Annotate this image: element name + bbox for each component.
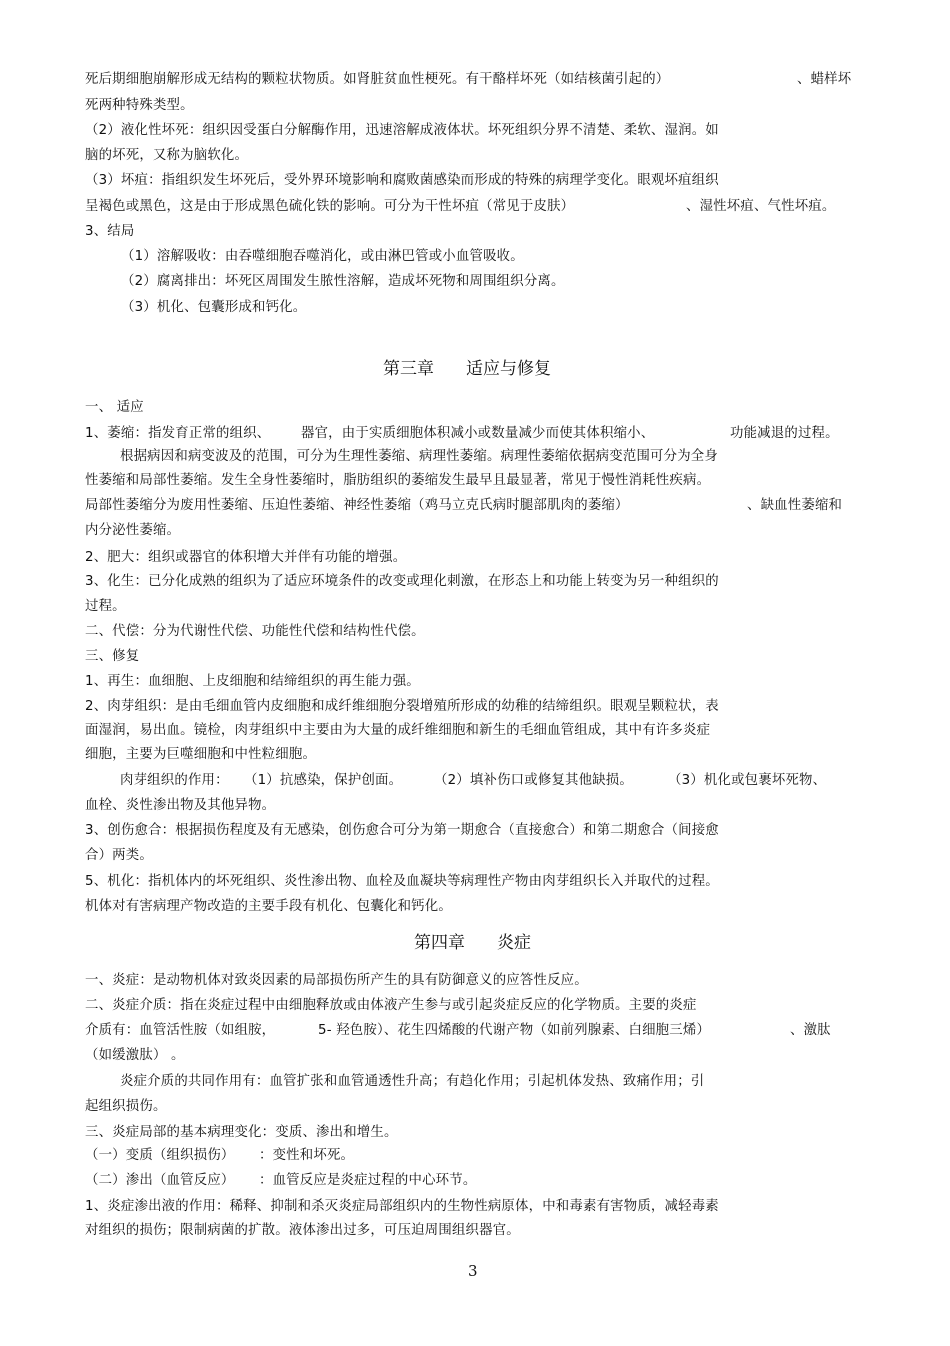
text-line: （1）溶解吸收：由吞噬细胞吞噬消化，或由淋巴管或小血管吸收。: [121, 249, 524, 264]
text-line: 1、再生：血细胞、上皮细胞和结缔组织的再生能力强。: [85, 674, 420, 689]
text-line: 、缺血性萎缩和: [747, 498, 843, 513]
text-line: ：血管反应是炎症过程的中心环节。: [259, 1173, 477, 1188]
section-heading: 一、 适应: [85, 400, 144, 415]
text-line: 3、化生：已分化成熟的组织为了适应环境条件的改变或理化刺激，在形态上和功能上转变为另一种组织的: [85, 574, 719, 589]
text-line: （3）坏疽：指组织发生坏死后，受外界环境影响和腐败菌感染而形成的特殊的病理学变化。眼观坏疽组织: [85, 173, 719, 188]
text-line: 对组织的损伤；限制病菌的扩散。液体渗出过多，可压迫周围组织器官。: [85, 1223, 520, 1238]
text-line: （2）液化性坏死：组织因受蛋白分解酶作用，迅速溶解成液体状。坏死组织分界不清楚、柔软、湿润。如: [85, 123, 719, 138]
text-line: 、湿性坏疽、气性坏疽。: [686, 199, 836, 214]
text-line: （一）变质（组织损伤）: [85, 1148, 235, 1163]
chapter-4-number: 第四章: [414, 933, 465, 953]
text-line: 功能减退的过程。: [730, 426, 839, 441]
text-line: 细胞，主要为巨噬细胞和中性粒细胞。: [85, 747, 317, 762]
text-line: （3）机化、包囊形成和钙化。: [121, 300, 307, 315]
text-line: 机体对有害病理产物改造的主要手段有机化、包囊化和钙化。: [85, 899, 452, 914]
text-line: 脑的坏死，又称为脑软化。: [85, 148, 249, 163]
text-line: 器官，由于实质细胞体积减小或数量减少而使其体积缩小、: [301, 426, 655, 441]
text-line: 2、肥大：组织或器官的体积增大并伴有功能的增强。: [85, 550, 407, 565]
text-line: 性萎缩和局部性萎缩。发生全身性萎缩时，脂肪组织的萎缩发生最早且最显著，常见于慢性消耗性疾病。: [85, 473, 711, 488]
section-heading: 三、修复: [85, 649, 140, 664]
text-line: 1、炎症渗出液的作用：稀释、抑制和杀灭炎症局部组织内的生物性病原体，中和毒素有害物质，减轻毒素: [85, 1199, 719, 1214]
chapter-4-title: 炎症: [497, 933, 531, 953]
text-line: 局部性萎缩分为废用性萎缩、压迫性萎缩、神经性萎缩（鸡马立克氏病时腿部肌肉的萎缩）: [85, 498, 629, 513]
text-line: （3）机化或包裹坏死物、: [668, 773, 827, 788]
text-line: （1）抗感染，保护创面。: [244, 773, 403, 788]
text-line: 三、炎症局部的基本病理变化：变质、渗出和增生。: [85, 1125, 398, 1140]
text-line: （2）腐离排出：坏死区周围发生脓性溶解，造成坏死物和周围组织分离。: [121, 274, 565, 289]
text-line: 呈褐色或黑色，这是由于形成黑色硫化铁的影响。可分为干性坏疽（常见于皮肤）: [85, 199, 575, 214]
page-number: 3: [468, 1262, 478, 1280]
text-line: 5- 羟色胺）、花生四烯酸的代谢产物（如前列腺素、白细胞三烯）: [318, 1023, 711, 1038]
text-line: 炎症介质的共同作用有：血管扩张和血管通透性升高；有趋化作用；引起机体发热、致痛作用；引: [120, 1074, 705, 1089]
text-line: （2）填补伤口或修复其他缺损。: [434, 773, 633, 788]
text-line: 、激肽: [790, 1023, 831, 1038]
text-line: （如缓激肽） 。: [85, 1048, 185, 1063]
text-line: 一、炎症：是动物机体对致炎因素的局部损伤所产生的具有防御意义的应答性反应。: [85, 973, 588, 988]
text-line: 内分泌性萎缩。: [85, 523, 181, 538]
text-line: 血栓、炎性渗出物及其他异物。: [85, 798, 276, 813]
text-line: 介质有：血管活性胺（如组胺，: [85, 1023, 276, 1038]
text-line: 二、代偿：分为代谢性代偿、功能性代偿和结构性代偿。: [85, 624, 425, 639]
text-line: 死两种特殊类型。: [85, 98, 194, 113]
text-line: 1、萎缩：指发育正常的组织、: [85, 426, 271, 441]
text-line: ：变性和坏死。: [259, 1148, 355, 1163]
text-line: 过程。: [85, 599, 126, 614]
text-line: 3、结局: [85, 224, 135, 239]
text-line: 、蜡样坏: [797, 72, 852, 87]
text-line: 肉芽组织的作用：: [120, 773, 229, 788]
text-line: 根据病因和病变波及的范围，可分为生理性萎缩、病理性萎缩。病理性萎缩依据病变范围可分为全身: [120, 449, 718, 464]
text-line: 3、创伤愈合：根据损伤程度及有无感染，创伤愈合可分为第一期愈合（直接愈合）和第二期愈合（间接愈: [85, 823, 719, 838]
text-line: 起组织损伤。: [85, 1099, 167, 1114]
text-line: 合）两类。: [85, 848, 153, 863]
text-line: 2、肉芽组织：是由毛细血管内皮细胞和成纤维细胞分裂增殖所形成的幼稚的结缔组织。眼观呈颗粒状，表: [85, 699, 719, 714]
text-line: 死后期细胞崩解形成无结构的颗粒状物质。如肾脏贫血性梗死。有干酪样坏死（如结核菌引起的）: [85, 72, 670, 87]
text-line: 5、机化：指机体内的坏死组织、炎性渗出物、血栓及血凝块等病理性产物由肉芽组织长入并取代的过程。: [85, 874, 719, 889]
text-line: （二）渗出（血管反应）: [85, 1173, 235, 1188]
text-line: 二、炎症介质：指在炎症过程中由细胞释放或由体液产生参与或引起炎症反应的化学物质。主要的炎症: [85, 998, 697, 1013]
chapter-3-number: 第三章: [383, 359, 434, 379]
chapter-3-title: 适应与修复: [466, 359, 551, 379]
text-line: 面湿润，易出血。镜检，肉芽组织中主要由为大量的成纤维细胞和新生的毛细血管组成，其中有许多炎症: [85, 723, 711, 738]
